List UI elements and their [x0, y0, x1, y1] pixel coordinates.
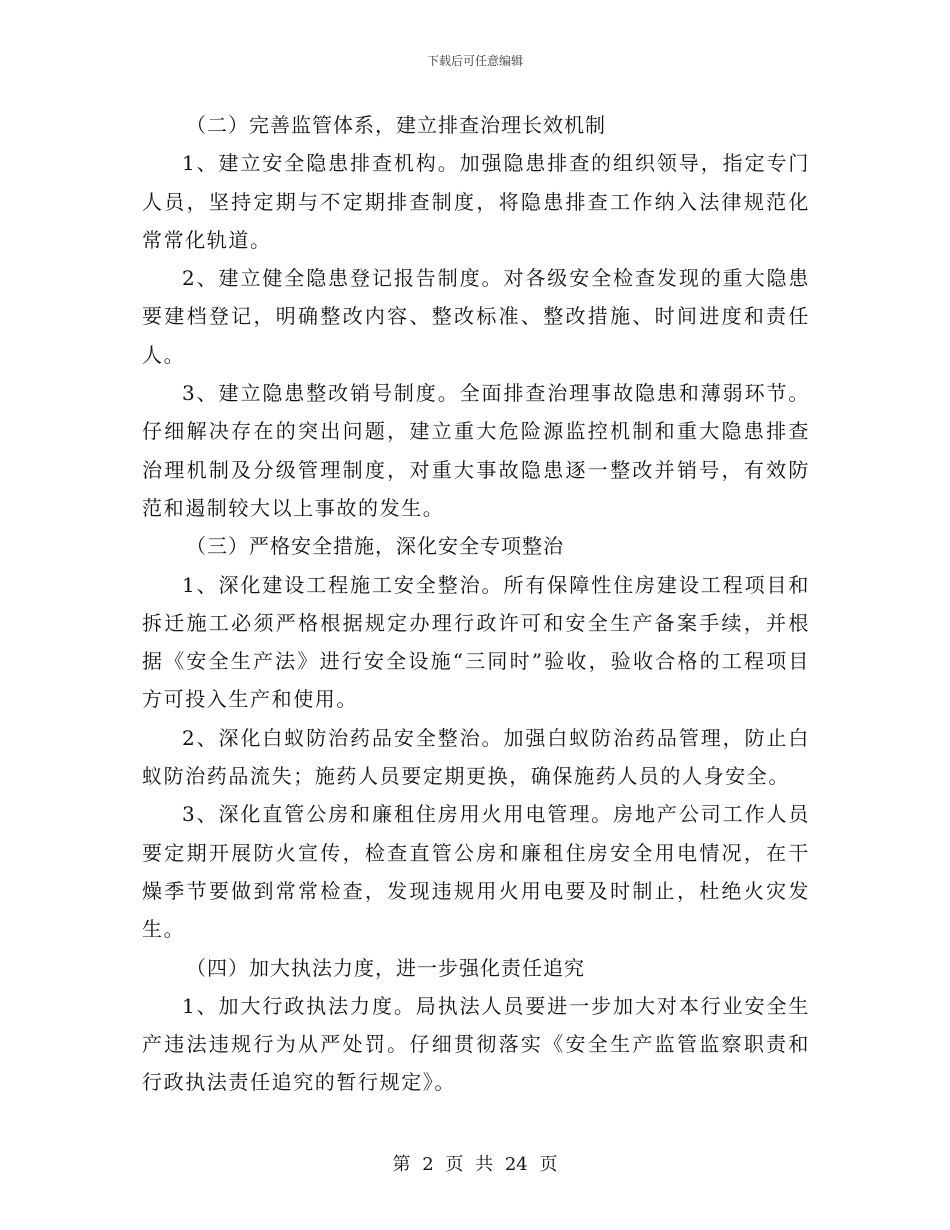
- paragraph: 2、建立健全隐患登记报告制度。对各级安全检查发现的重大隐患要建档登记，明确整改内容、整改标准、整改措施、时间进度和责任人。: [142, 266, 810, 367]
- document-body: [142, 106, 810, 1102]
- paragraph: 3、深化直管公房和廉租住房用火用电管理。房地产公司工作人员要定期开展防火宣传，检查直管公房和廉租住房安全用电情况，在干燥季节要做到常常检查，发现违规用火用电要及时制止，杜绝火灾发生。: [142, 802, 810, 942]
- section-heading-3: （三）严格安全措施，深化安全专项整治: [186, 534, 564, 559]
- paragraph: 1、建立安全隐患排查机构。加强隐患排查的组织领导，指定专门人员，坚持定期与不定期排查制度，将隐患排查工作纳入法律规范化常常化轨道。: [142, 151, 810, 252]
- paragraph: 1、加大行政执法力度。局执法人员要进一步加大对本行业安全生产违法违规行为从严处罚。仔细贯彻落实《安全生产监管监察职责和行政执法责任追究的暂行规定》。: [142, 993, 810, 1095]
- paragraph: 2、深化白蚁防治药品安全整治。加强白蚁防治药品管理，防止白蚁防治药品流失；施药人员要定期更换，确保施药人员的人身安全。: [142, 725, 810, 789]
- paragraph: 1、深化建设工程施工安全整治。所有保障性住房建设工程项目和拆迁施工必须严格根据规定办理行政许可和安全生产备案手续，并根据《安全生产法》进行安全设施“三同时”验收，验收合格的工程项目方可投入生产和使用。: [142, 572, 810, 712]
- page-footer: 第 2 页 共 24 页: [392, 1154, 558, 1175]
- paragraph: 3、建立隐患整改销号制度。全面排查治理事故隐患和薄弱环节。仔细解决存在的突出问题，建立重大危险源监控机制和重大隐患排查治理机制及分级管理制度，对重大事故隐患逐一整改并销号，有效防范和遏制较大以上事故的发生。: [142, 381, 810, 520]
- section-heading-2: （二）完善监管体系，建立排查治理长效机制: [186, 113, 606, 137]
- page-header: 下载后可任意编辑: [426, 54, 523, 68]
- section-heading-4: （四）加大执法力度，进一步强化责任追究: [186, 955, 585, 980]
